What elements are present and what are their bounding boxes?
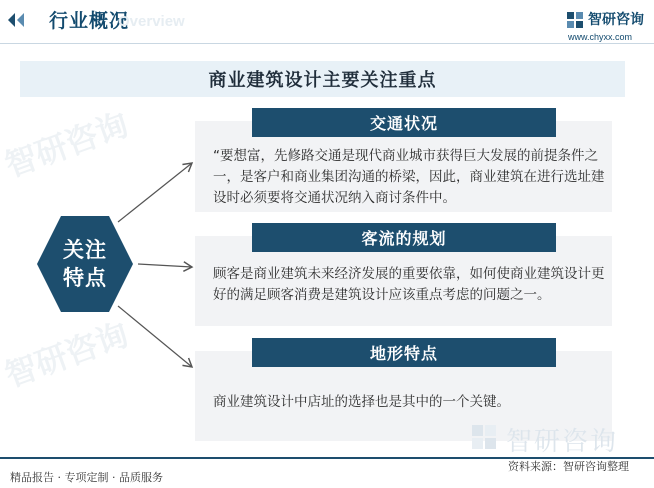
tag-traffic: 交通状况: [252, 108, 556, 137]
section-title: 行业概况: [49, 10, 130, 32]
data-source: 资料来源：智研咨询整理: [508, 460, 629, 473]
watermark-text: 智研咨询: [0, 105, 134, 185]
brand-name: 智研咨询: [588, 12, 644, 28]
tag-terrain: 地形特点: [252, 338, 556, 367]
section-title-ghost: Overview: [118, 13, 185, 30]
watermark-brand: 智研咨询: [506, 427, 619, 457]
footer-slogan: 精品报告 · 专项定制 · 品质服务: [10, 471, 163, 484]
main-title: 商业建筑设计主要关注重点: [20, 61, 625, 97]
center-label-line2: 特点: [63, 266, 107, 290]
tag-customer-flow: 客流的规划: [252, 223, 556, 252]
text-customer-flow: 顾客是商业建筑未来经济发展的重要依靠，如何使商业建筑设计更好的满足顾客消费是建筑设计应该重点考虑的问题之一。: [213, 266, 605, 303]
center-label: [33, 212, 137, 316]
watermark-text: 智研咨询: [0, 315, 134, 395]
text-traffic: “要想富，先修路交通是现代商业城市获得巨大发展的前提条件之一，是客户和商业集团沟通的桥梁，因此，商业建筑在进行选址建设时必须要将交通状况纳入商讨条件中。: [213, 148, 605, 206]
footer-divider: [0, 457, 654, 459]
text-terrain: 商业建筑设计中店址的选择也是其中的一个关键。: [213, 394, 510, 410]
arrow-to-flow: [138, 264, 192, 267]
center-label-line1: 关注: [63, 238, 107, 262]
brand-url: www.chyxx.com: [568, 32, 633, 42]
watermark-logo-icon: [470, 423, 498, 451]
